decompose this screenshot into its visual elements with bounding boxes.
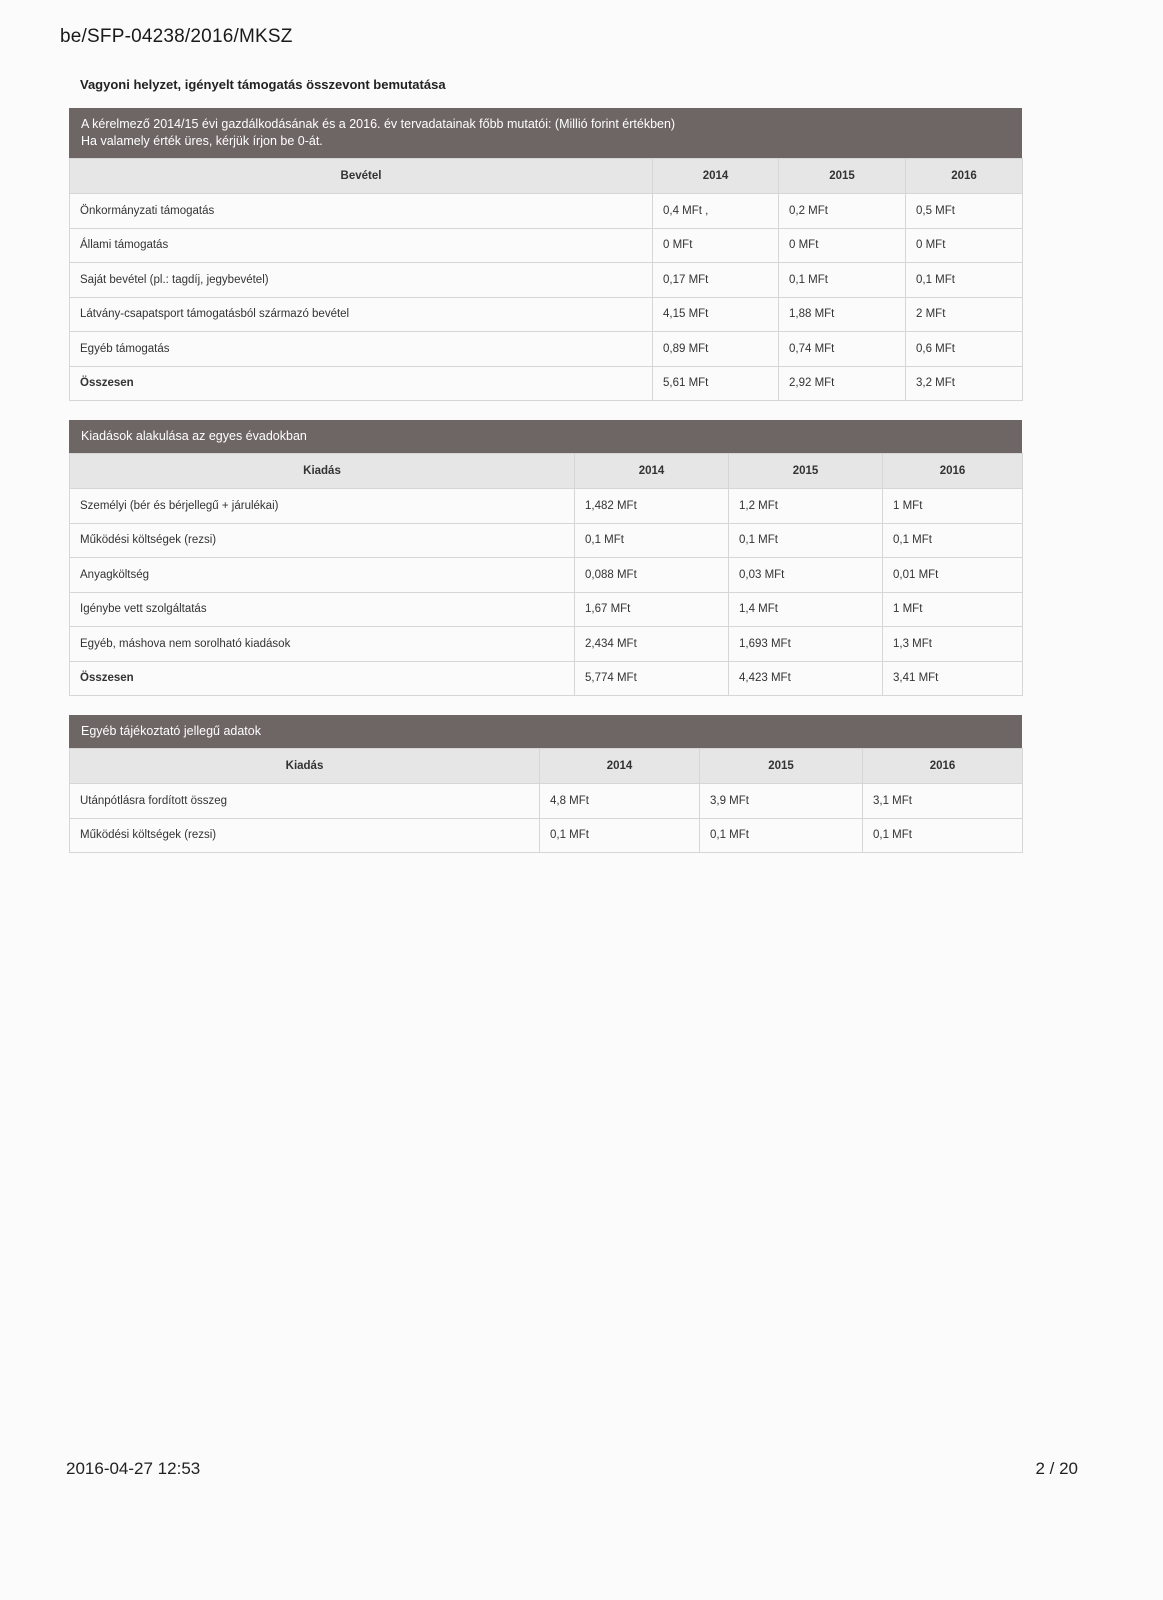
cell-2015: 0,1 MFt <box>700 818 863 853</box>
table-row <box>70 818 1023 853</box>
row-label: Igénybe vett szolgáltatás <box>70 592 575 627</box>
cell-2014: 2,434 MFt <box>575 627 729 662</box>
revenue-banner <box>69 108 1022 158</box>
cell-2014: 1,482 MFt <box>575 489 729 524</box>
cell-2016: 0,6 MFt <box>906 332 1023 367</box>
table-row <box>70 228 1023 263</box>
table-row <box>70 332 1023 367</box>
revenue-banner-line2: Ha valamely érték üres, kérjük írjon be 0-át. <box>81 134 323 148</box>
cell-2014: 0,1 MFt <box>575 523 729 558</box>
table-row <box>70 558 1023 593</box>
table-row <box>70 263 1023 298</box>
row-label: Állami támogatás <box>70 228 653 263</box>
row-label: Utánpótlásra fordított összeg <box>70 784 540 819</box>
header-expense: Kiadás <box>70 749 540 784</box>
footer-page-number: 2 / 20 <box>1035 1459 1078 1478</box>
header-expense: Kiadás <box>70 454 575 489</box>
cell-2015: 0,03 MFt <box>729 558 883 593</box>
cell-2016: 3,41 MFt <box>883 661 1023 696</box>
cell-2016: 0,5 MFt <box>906 194 1023 229</box>
row-label: Működési költségek (rezsi) <box>70 523 575 558</box>
cell-2014: 0,1 MFt <box>540 818 700 853</box>
cell-2015: 0,1 MFt <box>729 523 883 558</box>
header-2014: 2014 <box>653 159 779 194</box>
row-label: Anyagköltség <box>70 558 575 593</box>
cell-2016: 0,1 MFt <box>883 523 1023 558</box>
cell-2014: 0,4 MFt , <box>653 194 779 229</box>
table-row <box>70 489 1023 524</box>
cell-2014: 5,61 MFt <box>653 366 779 401</box>
row-label: Személyi (bér és bérjellegű + járulékai) <box>70 489 575 524</box>
table-row <box>70 523 1023 558</box>
table-row <box>70 627 1023 662</box>
header-2016: 2016 <box>883 454 1023 489</box>
header-2015: 2015 <box>700 749 863 784</box>
expenses-banner: Kiadások alakulása az egyes évadokban <box>69 420 1022 453</box>
revenue-table <box>69 158 1023 401</box>
cell-2016: 0,01 MFt <box>883 558 1023 593</box>
header-2015: 2015 <box>779 159 906 194</box>
table-row <box>70 784 1023 819</box>
cell-2015: 0,2 MFt <box>779 194 906 229</box>
cell-2015: 1,693 MFt <box>729 627 883 662</box>
cell-2015: 2,92 MFt <box>779 366 906 401</box>
cell-2014: 0,89 MFt <box>653 332 779 367</box>
cell-2016: 0,1 MFt <box>906 263 1023 298</box>
cell-2016: 1 MFt <box>883 592 1023 627</box>
header-2016: 2016 <box>863 749 1023 784</box>
cell-2015: 1,2 MFt <box>729 489 883 524</box>
revenue-section <box>69 108 1022 401</box>
expenses-section <box>69 420 1022 696</box>
expenses-table <box>69 453 1023 696</box>
row-label: Összesen <box>70 366 653 401</box>
cell-2014: 1,67 MFt <box>575 592 729 627</box>
cell-2015: 3,9 MFt <box>700 784 863 819</box>
header-2014: 2014 <box>575 454 729 489</box>
row-label: Saját bevétel (pl.: tagdíj, jegybevétel) <box>70 263 653 298</box>
cell-2015: 0,74 MFt <box>779 332 906 367</box>
cell-2016: 1 MFt <box>883 489 1023 524</box>
row-label: Működési költségek (rezsi) <box>70 818 540 853</box>
cell-2016: 0 MFt <box>906 228 1023 263</box>
row-label: Önkormányzati támogatás <box>70 194 653 229</box>
revenue-header-row <box>70 159 1023 194</box>
cell-2014: 4,8 MFt <box>540 784 700 819</box>
cell-2015: 1,88 MFt <box>779 297 906 332</box>
document-id: be/SFP-04238/2016/MKSZ <box>60 26 293 47</box>
other-banner: Egyéb tájékoztató jellegű adatok <box>69 715 1022 748</box>
cell-2015: 0 MFt <box>779 228 906 263</box>
cell-2014: 0 MFt <box>653 228 779 263</box>
header-2015: 2015 <box>729 454 883 489</box>
cell-2014: 4,15 MFt <box>653 297 779 332</box>
revenue-banner-line1: A kérelmező 2014/15 évi gazdálkodásának és a 2016. év tervadatainak főbb mutatói: (Millió forint értékben) <box>81 117 676 131</box>
cell-2015: 4,423 MFt <box>729 661 883 696</box>
table-row <box>70 194 1023 229</box>
total-row <box>70 366 1023 401</box>
cell-2014: 5,774 MFt <box>575 661 729 696</box>
row-label: Látvány-csapatsport támogatásból származó bevétel <box>70 297 653 332</box>
row-label: Egyéb, máshova nem sorolható kiadások <box>70 627 575 662</box>
cell-2015: 1,4 MFt <box>729 592 883 627</box>
cell-2014: 0,17 MFt <box>653 263 779 298</box>
table-row <box>70 297 1023 332</box>
other-table <box>69 748 1023 853</box>
header-2014: 2014 <box>540 749 700 784</box>
cell-2016: 0,1 MFt <box>863 818 1023 853</box>
cell-2016: 3,2 MFt <box>906 366 1023 401</box>
section-title: Vagyoni helyzet, igényelt támogatás összevont bemutatása <box>80 77 446 92</box>
header-2016: 2016 <box>906 159 1023 194</box>
cell-2016: 1,3 MFt <box>883 627 1023 662</box>
cell-2016: 2 MFt <box>906 297 1023 332</box>
total-row <box>70 661 1023 696</box>
header-revenue: Bevétel <box>70 159 653 194</box>
other-header-row <box>70 749 1023 784</box>
table-row <box>70 592 1023 627</box>
cell-2016: 3,1 MFt <box>863 784 1023 819</box>
expenses-header-row <box>70 454 1023 489</box>
other-section <box>69 715 1022 853</box>
row-label: Összesen <box>70 661 575 696</box>
row-label: Egyéb támogatás <box>70 332 653 367</box>
cell-2015: 0,1 MFt <box>779 263 906 298</box>
footer-timestamp: 2016-04-27 12:53 <box>66 1459 201 1478</box>
cell-2014: 0,088 MFt <box>575 558 729 593</box>
